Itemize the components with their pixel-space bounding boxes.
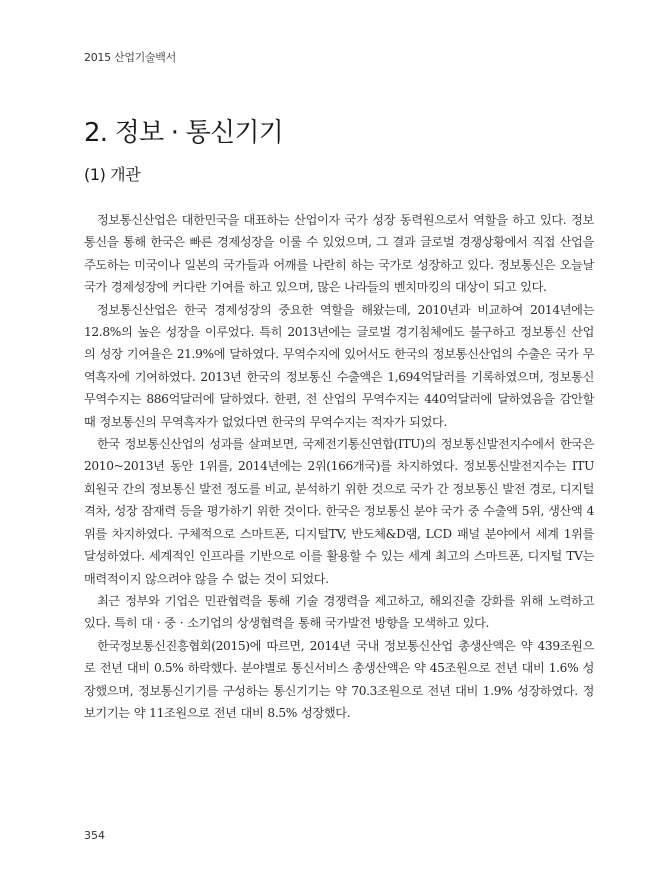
page-number: 354 — [84, 829, 105, 842]
body-text — [84, 209, 594, 724]
paragraph-production-stats: 한국정보통신진흥협회(2015)에 따르면, 2014년 국내 정보통신산업 총생산액은 약 439조원으로 전년 대비 0.5% 하락했다. 분야별로 통신서비스 총생산액은 약 45조원으로 전년 대비 1.6% 성장했으며, 정보통신기기를 구성하는 통신기기는 약 70.3조원으로 전년 대비 1.9% 성장하였다. 정보기기는 약 11조원으로 전년 대비 8.5% 성장했다. — [84, 638, 594, 720]
chapter-title: 2. 정보 · 통신기기 — [84, 118, 283, 148]
paragraph-economic-growth: 정보통신산업은 한국 경제성장의 중요한 역할을 해왔는데, 2010년과 비교하여 2014년에는 12.8%의 높은 성장을 이루었다. 특히 2013년에는 글로벌 경기침체에도 불구하고 정보통신 산업의 성장 기여율은 21.9%에 달하였다. 무역수지에 있어서도 한국의 정보통신산업의 수출은 국가 무역흑자에 기여하였다. 2013년 한국의 정보통신 수출액은 1,694억달러를 기록하였으며, 정보통신 무역수지는 886억달러에 달하였다. 한편, 전 산업의 무역수지는 440억달러에 달하였음을 감안할 때 정보통신의 무역흑자가 없었다면 한국의 무역수지는 적자가 되었다. — [84, 302, 594, 429]
section-title: (1) 개관 — [84, 165, 141, 184]
paragraph-cooperation: 최근 정부와 기업은 민관협력을 통해 기술 경쟁력을 제고하고, 해외진출 강화를 위해 노력하고 있다. 특히 대 · 중 · 소기업의 상생협력을 통해 국가발전 방향을 모색하고 있다. — [84, 593, 594, 631]
paragraph-intro: 정보통신산업은 대한민국을 대표하는 산업이자 국가 성장 동력원으로서 역할을 하고 있다. 정보통신을 통해 한국은 빠른 경제성장을 이룰 수 있었으며, 그 결과 글로벌 경쟁상황에서 직접 산업을 주도하는 미국이나 일본의 국가들과 어깨를 나란히 하는 국가로 성장하고 있다. 정보통신은 오늘날 국가 경제성장에 커다란 기여를 하고 있으며, 많은 나라들의 벤치마킹의 대상이 되고 있다. — [84, 213, 594, 295]
paragraph-itu-ranking: 한국 정보통신산업의 성과를 살펴보면, 국제전기통신연합(ITU)의 정보통신발전지수에서 한국은 2010~2013년 동안 1위를, 2014년에는 2위(166개국)를 차지하였다. 정보통신발전지수는 ITU 회원국 간의 정보통신 발전 정도를 비교, 분석하기 위한 것으로 국가 간 정보통신 발전 경로, 디지털 격차, 성장 잠재력 등을 평가하기 위한 것이다. 한국은 정보통신 분야 국가 중 수출액 5위, 생산액 4위를 차지하였다. 구체적으로 스마트폰, 디지털TV, 반도체&D램, LCD 패널 분야에서 세계 1위를 달성하였다. 세계적인 인프라를 기반으로 이를 활용할 수 있는 세계 최고의 스마트폰, 디지털 TV는 매력적이지 않으려야 않을 수 없는 것이 되었다. — [84, 437, 594, 586]
running-header: 2015 산업기술백서 — [84, 51, 176, 64]
